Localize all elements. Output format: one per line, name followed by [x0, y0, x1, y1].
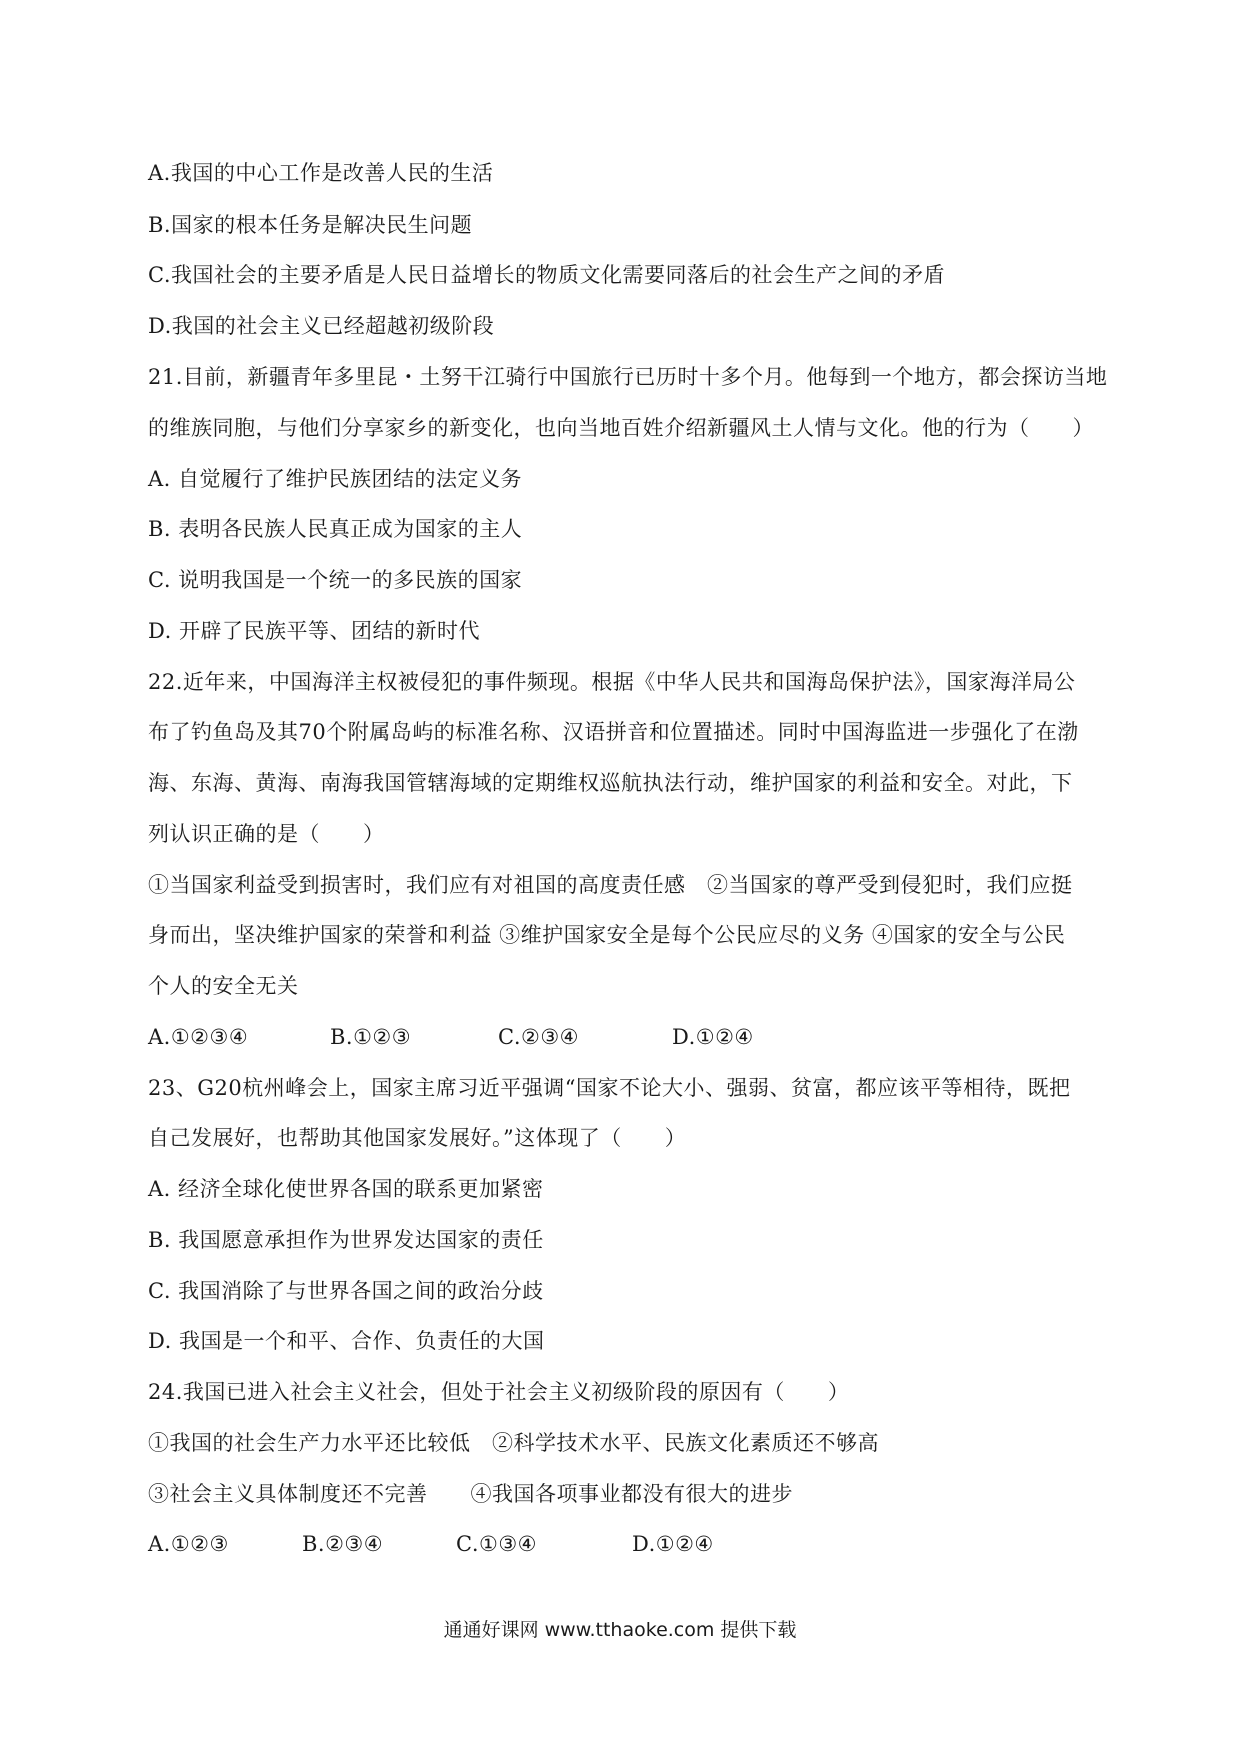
- q20-option-b: B.国家的根本任务是解决民生问题: [148, 213, 473, 237]
- q20-option-a: A.我国的中心工作是改善人民的生活: [148, 161, 494, 185]
- q21-option-c: C. 说明我国是一个统一的多民族的国家: [148, 568, 523, 592]
- q24-option-b: B.②③④: [302, 1532, 384, 1556]
- q24-stem: 24.我国已进入社会主义社会，但处于社会主义初级阶段的原因有（ ）: [148, 1380, 850, 1404]
- q22-stem-line-2: 布了钓鱼岛及其70个附属岛屿的标准名称、汉语拼音和位置描述。同时中国海监进一步强化了在渤: [148, 720, 1079, 744]
- q22-option-a: A.①②③④: [148, 1025, 249, 1049]
- q22-stem-line-1: 22.近年来，中国海洋主权被侵犯的事件频现。根据《中华人民共和国海岛保护法》，国家海洋局公: [148, 670, 1076, 694]
- q22-statement-line-3: 个人的安全无关: [148, 974, 299, 998]
- q24-option-c: C.①③④: [456, 1532, 537, 1556]
- q22-stem-line-4: 列认识正确的是（ ）: [148, 822, 385, 846]
- q20-option-c: C.我国社会的主要矛盾是人民日益增长的物质文化需要同落后的社会生产之间的矛盾: [148, 263, 945, 287]
- q21-option-a: A. 自觉履行了维护民族团结的法定义务: [148, 467, 523, 491]
- q24-statement-line-2: ③社会主义具体制度还不完善 ④我国各项事业都没有很大的进步: [148, 1482, 793, 1506]
- q23-option-c: C. 我国消除了与世界各国之间的政治分歧: [148, 1279, 544, 1303]
- q21-option-d: D. 开辟了民族平等、团结的新时代: [148, 619, 480, 643]
- q24-statement-line-1: ①我国的社会生产力水平还比较低 ②科学技术水平、民族文化素质还不够高: [148, 1431, 879, 1455]
- footer-source-note: 通通好课网 www.tthaoke.com 提供下载: [443, 1619, 797, 1641]
- q23-stem-line-1: 23、G20杭州峰会上，国家主席习近平强调“国家不论大小、强弱、贫富，都应该平等相待，既把: [148, 1076, 1071, 1100]
- q22-options-row: [148, 1022, 1138, 1052]
- q24-option-d: D.①②④: [632, 1532, 714, 1556]
- q22-option-c: C.②③④: [498, 1025, 579, 1049]
- q21-stem-line-2: 的维族同胞，与他们分享家乡的新变化，也向当地百姓介绍新疆风土人情与文化。他的行为（ ）: [148, 416, 1094, 440]
- q20-option-d: D.我国的社会主义已经超越初级阶段: [148, 314, 495, 338]
- q22-option-d: D.①②④: [672, 1025, 754, 1049]
- q22-statement-line-2: 身而出，坚决维护国家的荣誉和利益 ③维护国家安全是每个公民应尽的义务 ④国家的安全与公民: [148, 923, 1066, 947]
- q24-option-a: A.①②③: [148, 1532, 229, 1556]
- q21-option-b: B. 表明各民族人民真正成为国家的主人: [148, 517, 523, 541]
- q23-option-a: A. 经济全球化使世界各国的联系更加紧密: [148, 1177, 544, 1201]
- q23-option-b: B. 我国愿意承担作为世界发达国家的责任: [148, 1228, 544, 1252]
- q24-options-row: [148, 1529, 1138, 1559]
- q22-statement-line-1: ①当国家利益受到损害时，我们应有对祖国的高度责任感 ②当国家的尊严受到侵犯时，我们应挺: [148, 873, 1073, 897]
- q21-stem-line-1: 21.目前，新疆青年多里昆・土努干江骑行中国旅行已历时十多个月。他每到一个地方，都会探访当地: [148, 365, 1108, 389]
- q23-option-d: D. 我国是一个和平、合作、负责任的大国: [148, 1329, 545, 1353]
- q22-option-b: B.①②③: [330, 1025, 412, 1049]
- q22-stem-line-3: 海、东海、黄海、南海我国管辖海域的定期维权巡航执法行动，维护国家的利益和安全。对此，下: [148, 771, 1073, 795]
- q23-stem-line-2: 自己发展好，也帮助其他国家发展好。”这体现了（ ）: [148, 1126, 687, 1150]
